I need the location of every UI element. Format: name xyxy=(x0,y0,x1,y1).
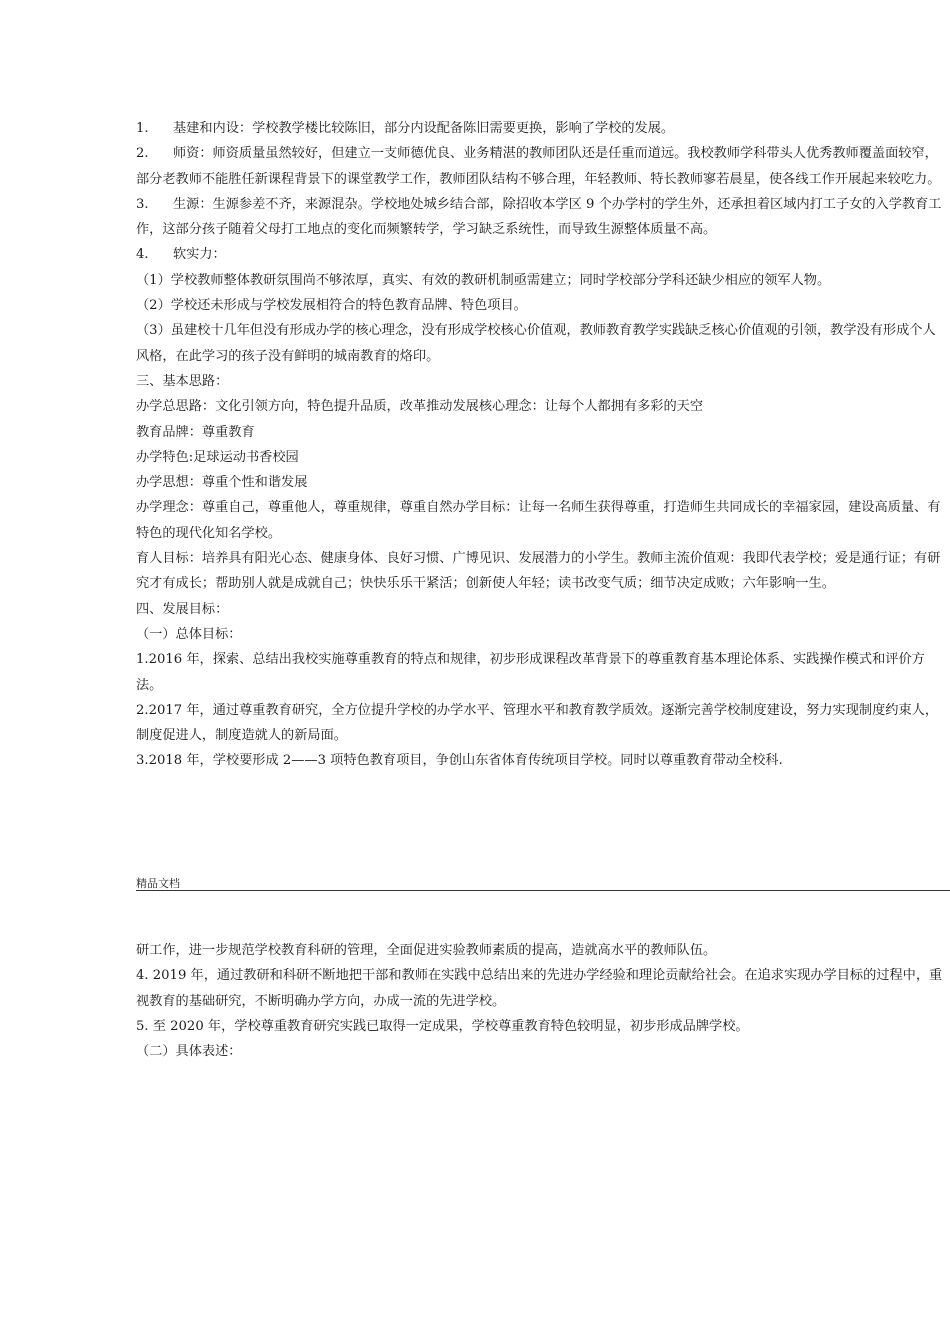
item-number: 3. xyxy=(136,196,149,212)
idea-line: 育人目标：培养具有阳光心态、健康身体、良好习惯、广博见识、发展潜力的小学生。教师主流价值观：我即代表学校；爱是通行证；有研究才有成长；帮助别人就是成就自己；快快乐乐干紧活；创新使人年轻；读书改变气质；细节决定成败；六年影响一生。 xyxy=(136,551,941,592)
problem-item-3 xyxy=(136,192,948,243)
item-text: 软实力： xyxy=(173,247,226,263)
idea-line: 办学思想：尊重个性和谐发展 xyxy=(136,475,308,491)
page2-body xyxy=(136,938,948,1064)
section-heading-3: 三、基本思路： xyxy=(136,373,229,389)
idea-line: 办学总思路：文化引领方向，特色提升品质，改革推动发展核心理念：让每个人都拥有多彩的天空 xyxy=(136,399,704,415)
section-heading-4: 四、发展目标： xyxy=(136,601,229,617)
idea-line: 办学理念：尊重自己，尊重他人，尊重规律，尊重自然办学目标：让每一名师生获得尊重，打造师生共同成长的幸福家园，建设高质量、有特色的现代化知名学校。 xyxy=(136,500,941,541)
soft-item-1: （1）学校教师整体教研氛围尚不够浓厚，真实、有效的教研机制亟需建立；同时学校部分学科还缺少相应的领军人物。 xyxy=(136,272,831,288)
footer-divider xyxy=(136,890,950,891)
continued-line: 研工作，进一步规范学校教育科研的管理，全面促进实验教师素质的提高，造就高水平的教师队伍。 xyxy=(136,943,717,958)
problem-item-2 xyxy=(136,141,948,192)
goal-item: 5. 至 2020 年，学校尊重教育研究实践已取得一定成果，学校尊重教育特色较明显，初步形成品牌学校。 xyxy=(136,1018,749,1034)
item-text: 生源：生源参差不齐，来源混杂。学校地处城乡结合部，除招收本学区 9 个办学村的学生外，还承担着区域内打工子女的入学教育工作，这部分孩子随着父母打工地点的变化而频繁转学，学习缺乏系统性，而导致生源整体质量不高。 xyxy=(136,196,942,238)
page1-body xyxy=(136,116,948,774)
subheading-specific: （二）具体表述： xyxy=(136,1044,242,1060)
item-number: 4. xyxy=(136,247,149,263)
goal-item: 4. 2019 年，通过教研和科研不断地把干部和教师在实践中总结出来的先进办学经验和理论贡献给社会。在追求实现办学目标的过程中，重视教育的基础研究，不断明确办学方向，办成一流的先进学校。 xyxy=(136,968,943,1009)
item-text: 基建和内设：学校教学楼比较陈旧，部分内设配备陈旧需要更换，影响了学校的发展。 xyxy=(173,121,675,136)
idea-line: 办学特色:足球运动书香校园 xyxy=(136,449,299,465)
item-number: 1. xyxy=(136,121,149,136)
goal-item: 1.2016 年，探索、总结出我校实施尊重教育的特点和规律，初步形成课程改革背景下的尊重教育基本理论体系、实践操作模式和评价方法。 xyxy=(136,652,925,693)
soft-item-3: （3）虽建校十几年但没有形成办学的核心理念，没有形成学校核心价值观，教师教育教学实践缺乏核心价值观的引领，教学没有形成个人风格，在此学习的孩子没有鲜明的城南教育的烙印。 xyxy=(136,323,936,364)
soft-item-2: （2）学校还未形成与学校发展相符合的特色教育品牌、特色项目。 xyxy=(136,298,527,314)
goal-item: 3.2018 年，学校要形成 2——3 项特色教育项目，争创山东省体育传统项目学校。同时以尊重教育带动全校科. xyxy=(136,753,783,769)
subheading-overall-goals: （一）总体目标： xyxy=(136,626,242,642)
item-text: 师资：师资质量虽然较好，但建立一支师德优良、业务精湛的教师团队还是任重而道远。我校教师学科带头人优秀教师覆盖面较窄，部分老教师不能胜任新课程背景下的课堂教学工作，教师团队结构不够合理，年轻教师、特长教师寥若晨星，使各线工作开展起来较吃力。 xyxy=(136,146,941,187)
goal-item: 2.2017 年，通过尊重教育研究，全方位提升学校的办学水平、管理水平和教育教学质效。逐渐完善学校制度建设，努力实现制度约束人，制度促进人，制度造就人的新局面。 xyxy=(136,702,939,744)
idea-line: 教育品牌：尊重教育 xyxy=(136,424,255,440)
item-number: 2. xyxy=(136,146,149,162)
page-footer-label: 精品文档 xyxy=(136,877,180,890)
problem-item-1 xyxy=(136,116,948,141)
problem-item-4 xyxy=(136,242,948,267)
